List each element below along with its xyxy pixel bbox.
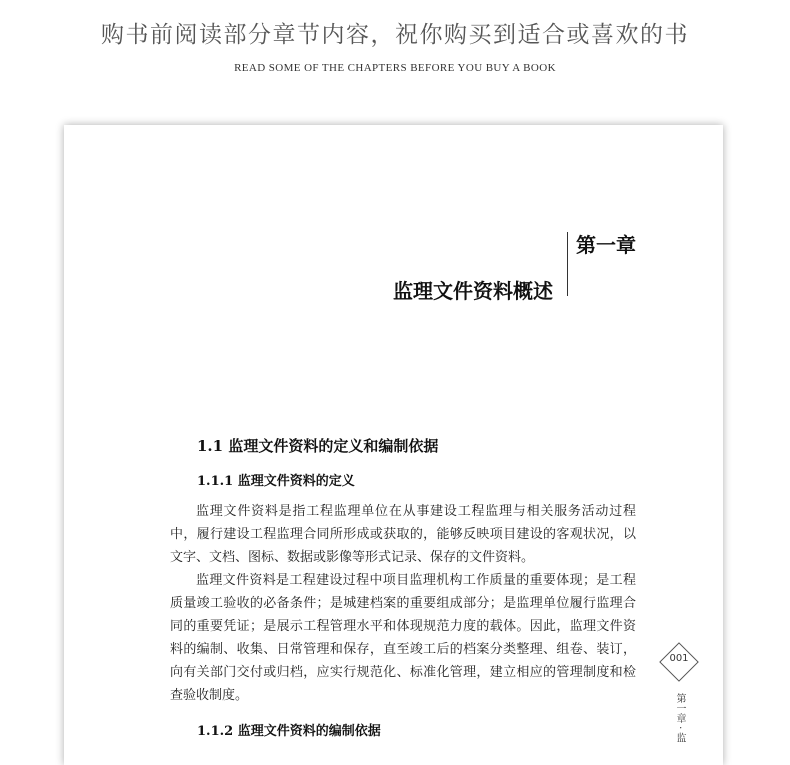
body-text (170, 500, 636, 707)
paragraph: 监理文件资料是工程建设过程中项目监理机构工作质量的重要体现；是工程质量竣工验收的必备条件；是城建档案的重要组成部分；是监理单位履行监理合同的重要凭证；是展示工程管理水平和体现规范力度的载体。因此，监理文件资料的编制、收集、日常管理和保存，直至竣工后的档案分类整理、组卷、装订，向有关部门交付或归档，应实行规范化、标准化管理，建立相应的管理制度和检查验收制度。 (170, 573, 636, 703)
banner-title: 购书前阅读部分章节内容，祝你购买到适合或喜欢的书 (101, 22, 689, 48)
chapter-title: 监理文件资料概述 (393, 279, 553, 303)
running-head: 第一章 · 监 (674, 693, 685, 743)
chapter-number: 第一章 (576, 233, 636, 257)
section-heading: 1.1 监理文件资料的定义和编制依据 (197, 437, 439, 455)
page-number: 001 (669, 653, 689, 664)
paragraph: 监理文件资料是指工程监理单位在从事建设工程监理与相关服务活动过程中，履行建设工程监理合同所形成或获取的，能够反映项目建设的客观状况，以文字、文档、图标、数据或影像等形式记录、保存的文件资料。 (170, 504, 636, 565)
book-page (64, 125, 723, 765)
banner-subtitle: READ SOME OF THE CHAPTERS BEFORE YOU BUY A BOOK (234, 62, 556, 74)
subsection-heading-definition: 1.1.1 监理文件资料的定义 (197, 474, 355, 489)
subsection-heading-basis: 1.1.2 监理文件资料的编制依据 (197, 724, 381, 739)
chapter-divider-line (567, 232, 568, 296)
